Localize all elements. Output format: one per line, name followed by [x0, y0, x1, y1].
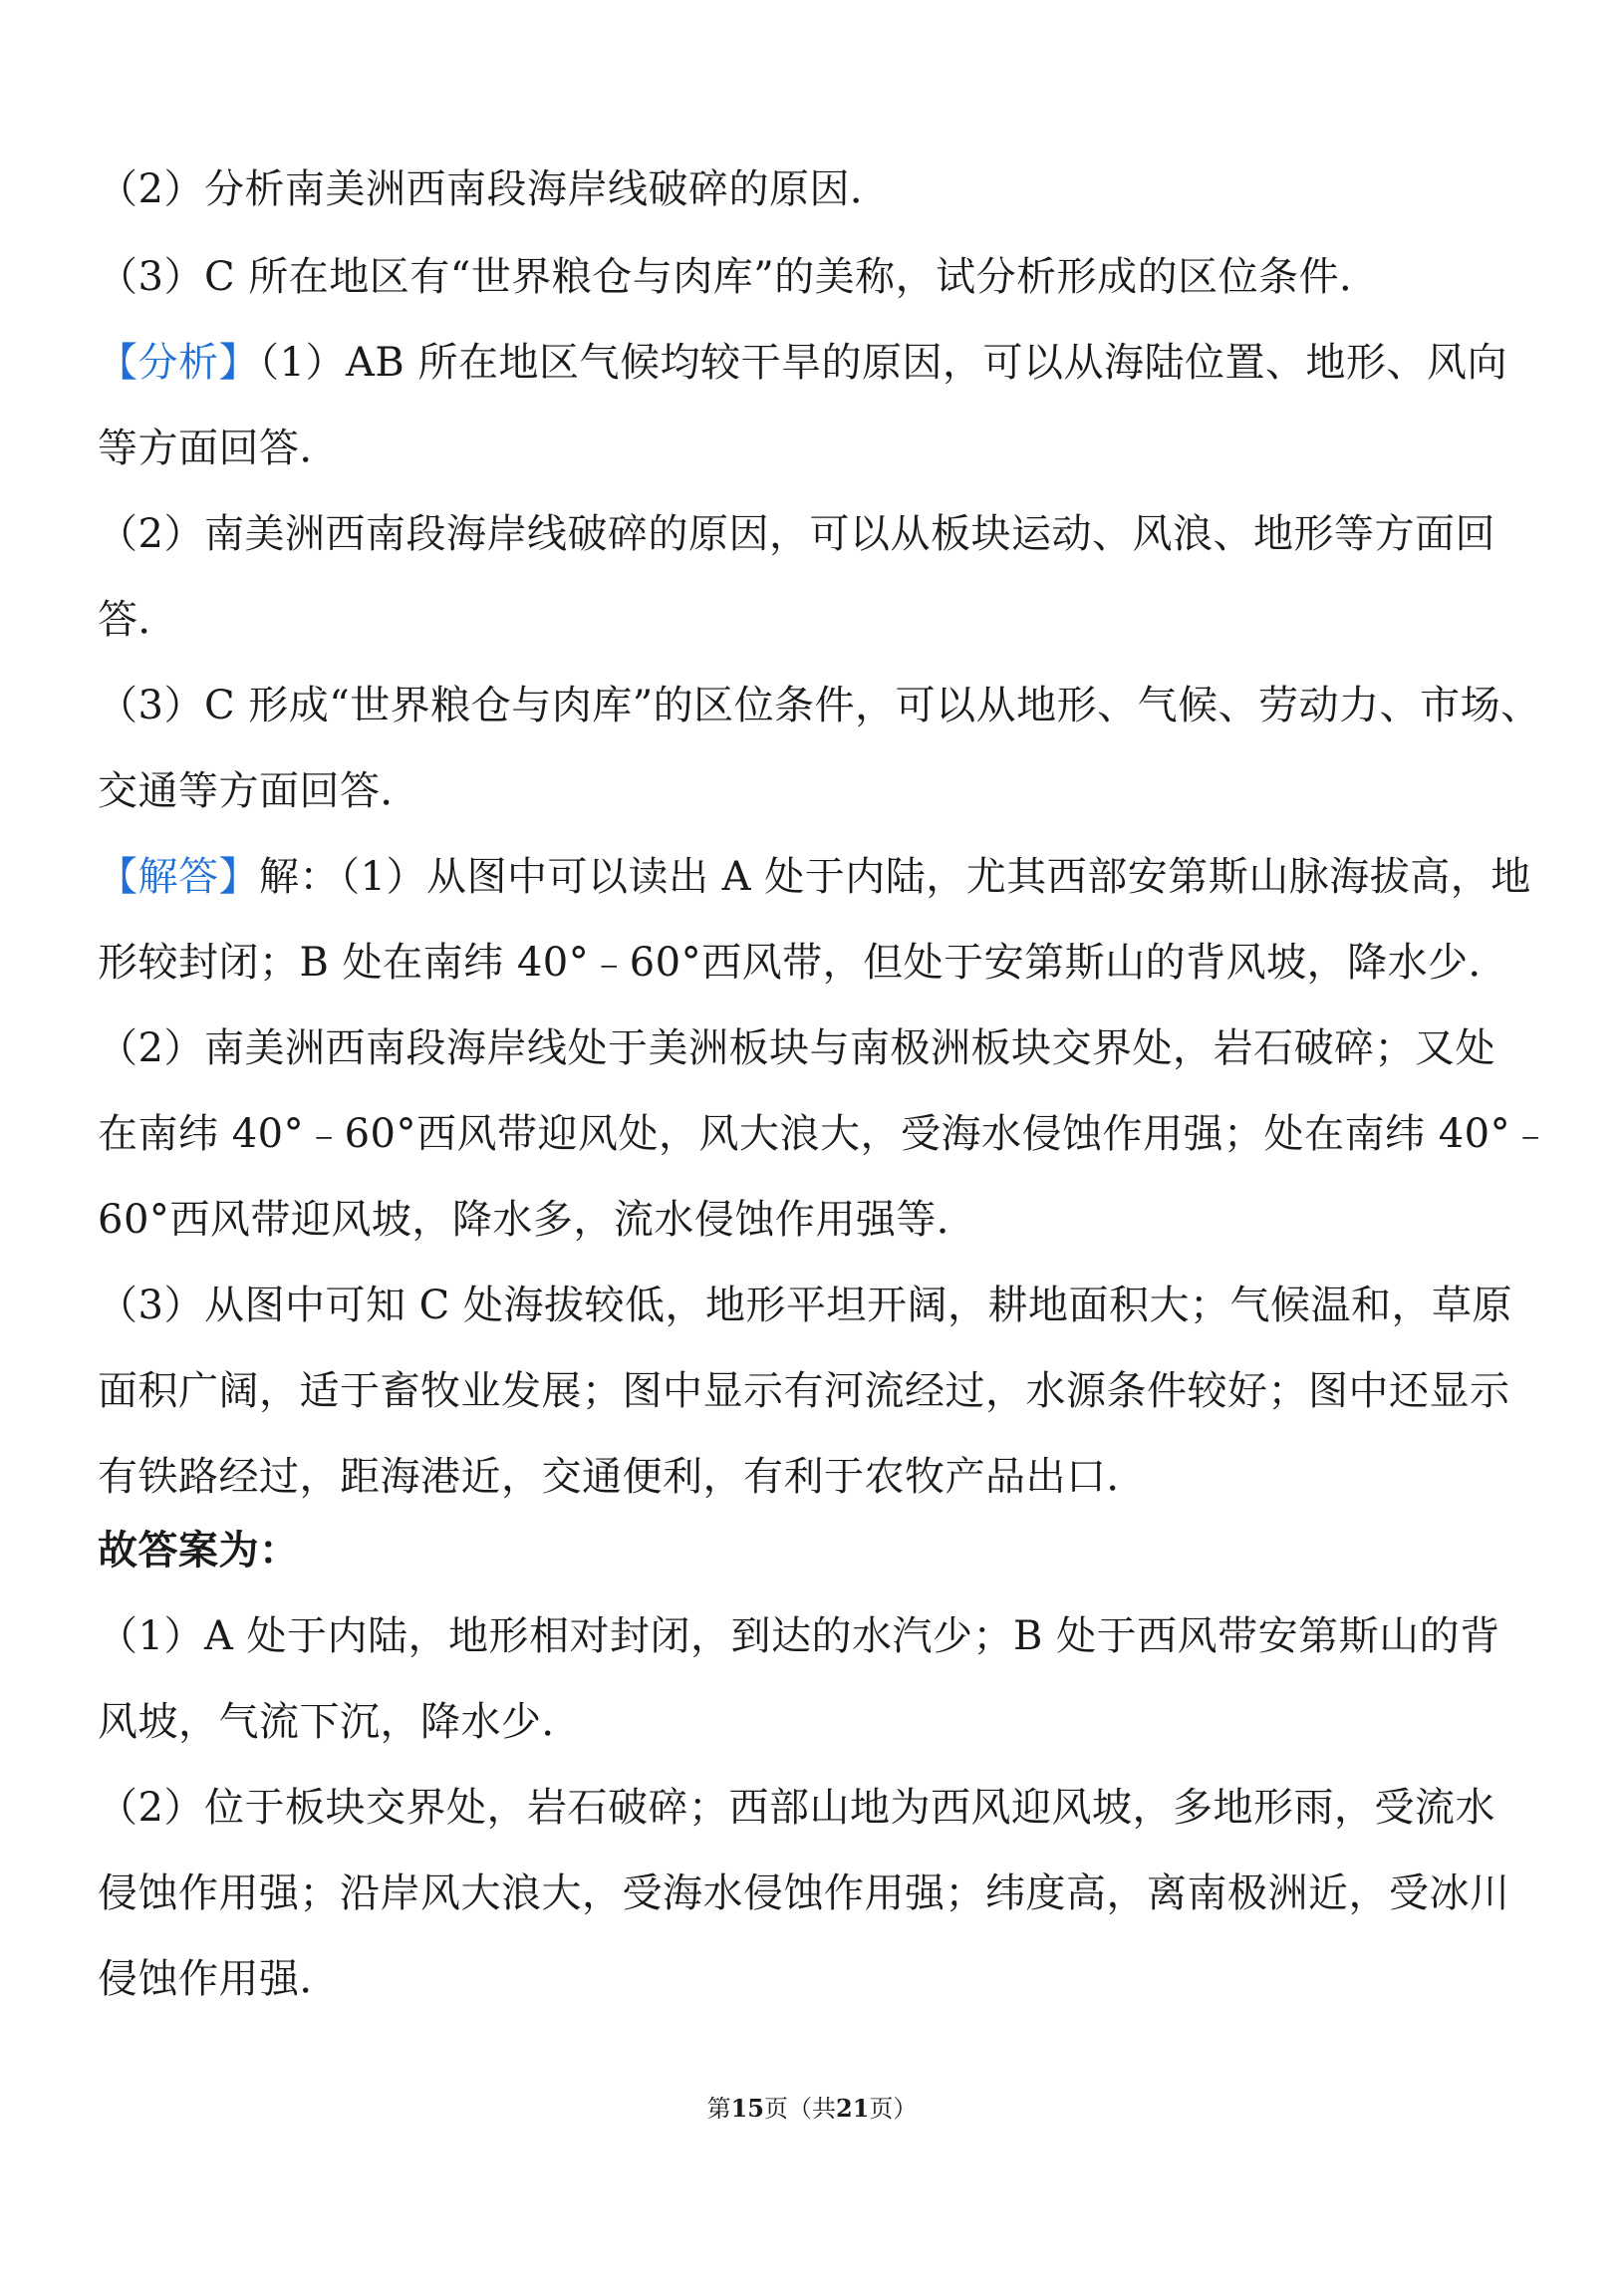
final-answer-heading: 故答案为： [98, 1528, 300, 1574]
answer-1-line-b: 形较封闭；B 处在南纬 40°﹣60°西风带，但处于安第斯山的背风坡，降水少． [98, 940, 1509, 986]
analysis-1-line-b: 等方面回答． [98, 426, 340, 471]
footer-page-number: 15 [730, 2094, 764, 2123]
final-2-line-b: 侵蚀作用强；沿岸风大浪大，受海水侵蚀作用强；纬度高，离南极洲近，受冰川 [98, 1870, 1510, 1916]
analysis-2-line-b: 答． [98, 597, 178, 643]
answer-3-line-b: 面积广阔，适于畜牧业发展；图中显示有河流经过，水源条件较好；图中还显示 [98, 1368, 1510, 1414]
analysis-3-line-b: 交通等方面回答． [98, 768, 420, 814]
answer-2-line-c: 60°西风带迎风坡，降水多，流水侵蚀作用强等． [98, 1197, 977, 1243]
answer-1-line-a [98, 849, 1564, 905]
footer-suffix: 页） [869, 2095, 918, 2123]
final-1-line-b: 风坡，气流下沉，降水少． [98, 1699, 582, 1745]
answer-2-line-b: 在南纬 40°﹣60°西风带迎风处，风大浪大，受海水侵蚀作用强；处在南纬 40°﹣ [98, 1111, 1551, 1157]
analysis-1-line-a [98, 335, 1564, 391]
question-3-line: （3）C 所在地区有“世界粮仓与肉库”的美称，试分析形成的区位条件． [98, 254, 1380, 300]
footer-total-pages: 21 [836, 2094, 870, 2123]
analysis-1-text: （1）AB 所在地区气候均较干旱的原因，可以从海陆位置、地形、风向 [259, 340, 1507, 386]
page-footer [0, 2093, 1624, 2125]
analysis-2-line-a: （2）南美洲西南段海岸线破碎的原因，可以从板块运动、风浪、地形等方面回 [98, 511, 1495, 557]
answer-1-text: 解：（1）从图中可以读出 A 处于内陆，尤其西部安第斯山脉海拔高，地 [259, 854, 1531, 900]
analysis-3-line-a: （3）C 形成“世界粮仓与肉库”的区位条件，可以从地形、气候、劳动力、市场、 [98, 683, 1541, 728]
answer-tag: 【解答】 [98, 854, 259, 900]
final-2-line-a: （2）位于板块交界处，岩石破碎；西部山地为西风迎风坡，多地形雨，受流水 [98, 1785, 1495, 1831]
analysis-tag: 【分析】 [98, 340, 259, 386]
answer-3-line-a: （3）从图中可知 C 处海拔较低，地形平坦开阔，耕地面积大；气候温和，草原 [98, 1283, 1512, 1328]
answer-2-line-a: （2）南美洲西南段海岸线处于美洲板块与南极洲板块交界处，岩石破碎；又处 [98, 1025, 1495, 1071]
final-1-line-a: （1）A 处于内陆，地形相对封闭，到达的水汽少；B 处于西风带安第斯山的背 [98, 1613, 1500, 1659]
answer-3-line-c: 有铁路经过，距海港近，交通便利，有利于农牧产品出口． [98, 1454, 1147, 1500]
footer-prefix: 第 [706, 2095, 731, 2123]
footer-middle: 页（共 [764, 2095, 836, 2123]
question-2-line: （2）分析南美洲西南段海岸线破碎的原因． [98, 166, 891, 212]
final-2-line-c: 侵蚀作用强． [98, 1956, 340, 2002]
